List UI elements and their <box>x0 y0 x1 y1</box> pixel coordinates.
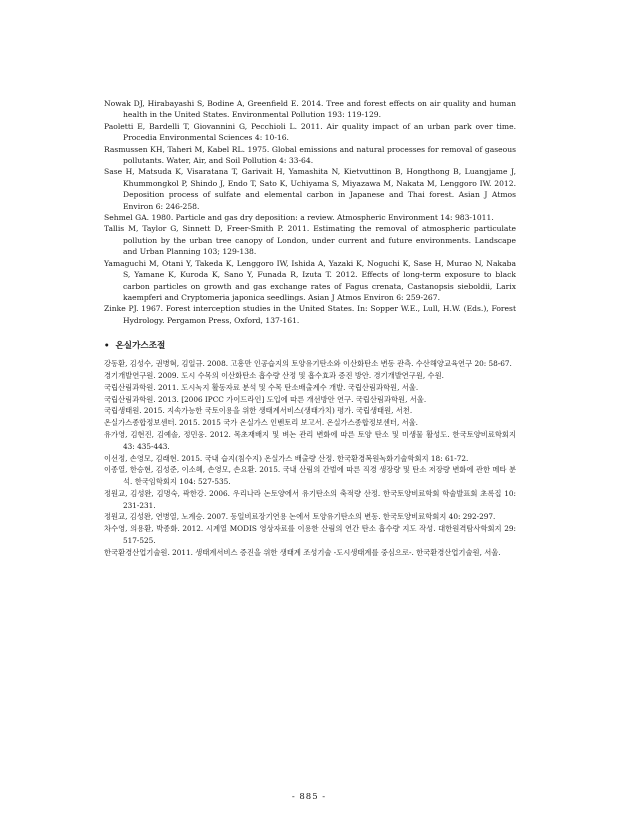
reference-entry: Sase H, Matsuda K, Visaratana T, Garivait H, Yamashita N, Kietvuttinon B, Hongthong B, Luangjame J, Khummongkol P, Shindo J, Endo T, Sato K, Uchiyama S, Miyazawa M, Nakata M, Lenggoro IW. 2012. Deposition process of sulfate and elemental carbon in Japanese and Thai forest. Asian J Atmos Environ 6: 246-258. <box>104 167 516 211</box>
reference-entry: 이선정, 손영모, 김래현. 2015. 국내 습지(침수지) 온실가스 배출량 산정. 한국환경복원녹화기술학회지 18: 61-72. <box>104 453 469 463</box>
reference-entry: 차수영, 의용환, 박종화. 2012. 시계열 MODIS 영상자료를 이용한 산림의 연간 탄소 흡수량 지도 작성. 대한원격탐사학회지 29: 517-525. <box>104 524 516 546</box>
reference-entry: 강동환, 김성수, 권병혁, 김일규. 2008. 고흥만 인공습지의 토양유기탄소와 이산화탄소 변동 관측. 수산해양교육연구 20: 58-67. <box>104 359 512 369</box>
reference-entry: 국립생태원. 2015. 지속가능한 국토이용을 위한 생태계서비스(생태가치) 평가. 국립생태원, 서천. <box>104 406 413 416</box>
reference-page <box>104 98 516 559</box>
reference-entry: Yamaguchi M, Otani Y, Takeda K, Lenggoro IW, Ishida A, Yazaki K, Noguchi K, Sase H, Murao N, Nakaba S, Yamane K, Kuroda K, Sano Y, Funada R, Izuta T. 2012. Effects of long-term exposure to black carbon particles on growth and gas exchange rates of Fagus crenata, Castanopsis sieboldii, Larix kaempferi and Cryptomeria japonica seedlings. Asian J Atmos Environ 6: 259-267. <box>104 258 516 302</box>
korean-reference-list <box>104 358 516 559</box>
reference-entry: 정원교, 김성완, 연병열, 노계승. 2007. 동일비료장기연용 논에서 토양유기탄소의 변동. 한국토양비료학회지 40: 292-297. <box>104 512 496 522</box>
reference-entry: 온실가스종합정보센터. 2015. 2015 국가 온실가스 인벤토리 보고서. 온실가스종합정보센터, 서울. <box>104 418 418 428</box>
reference-entry: Zinke PJ. 1967. Forest interception studies in the United States. In: Sopper W.E., Lull, H.W. (Eds.), Forest Hydrology. Pergamon Press, Oxford, 137-161. <box>104 304 516 325</box>
reference-entry: Rasmussen KH, Taheri M, Kabel RL. 1975. Global emissions and natural processes for removal of gaseous pollutants. Water, Air, and Soil Pollution 4: 33-64. <box>104 144 516 166</box>
reference-entry: 국립산림과학원. 2011. 도시녹지 활동자료 분석 및 수목 탄소배출계수 개발. 국립산림과학원, 서울. <box>104 382 419 392</box>
reference-entry: 정원교, 김성완, 김명숙, 곽한강. 2006. 우리나라 논토양에서 유기탄소의 축적량 산정. 한국토양비료학회 학술발표회 초록집 10: 231-231. <box>104 488 516 510</box>
section-title: 온실가스조절 <box>115 341 166 352</box>
english-reference-list <box>104 98 516 326</box>
reference-entry: 경기개발연구원. 2009. 도시 수목의 이산화탄소 흡수량 산정 및 흡수효과 증진 방안. 경기개발연구원, 수원. <box>104 370 444 380</box>
reference-entry: Sehmel GA. 1980. Particle and gas dry deposition: a review. Atmospheric Environment 14: 983-1011. <box>104 213 494 223</box>
reference-entry: 한국환경산업기술원. 2011. 생태계서비스 증진을 위한 생태계 조성기술 -도시생태계를 중심으로-. 한국환경산업기술원, 서울. <box>104 547 501 557</box>
reference-entry: 유가영, 김현진, 김예솔, 정민웅. 2012. 목초재배지 및 벼논 관리 변화에 따른 토양 탄소 및 미생물 활성도. 한국토양비료학회지 43: 435-443. <box>104 429 516 451</box>
reference-entry: 국립산림과학원. 2013. [2006 IPCC 가이드라인] 도입에 따른 개선방안 연구. 국립산림과학원, 서울. <box>104 394 427 404</box>
reference-entry: 이종열, 한승현, 김성준, 이소혜, 손영모, 손요환. 2015. 국내 산림의 간벌에 따른 직경 생장량 및 탄소 저장량 변화에 관한 메타 분석. 한국임학회지 104: 527-535. <box>104 465 516 487</box>
section-heading <box>104 340 516 352</box>
bullet-icon: • <box>104 341 110 352</box>
page-number: - 885 - <box>291 792 327 802</box>
reference-entry: Nowak DJ, Hirabayashi S, Bodine A, Greenfield E. 2014. Tree and forest effects on air quality and human health in the United States. Environmental Pollution 193: 119-129. <box>104 99 516 120</box>
reference-entry: Paoletti E, Bardelli T, Giovannini G, Pecchioli L. 2011. Air quality impact of an urban park over time. Procedia Environmental Sciences 4: 10-16. <box>104 121 516 143</box>
reference-entry: Tallis M, Taylor G, Sinnett D, Freer-Smith P. 2011. Estimating the removal of atmospheric particulate pollution by the urban tree canopy of London, under current and future environments. Landscape and Urban Planning 103; 129-138. <box>104 224 516 257</box>
